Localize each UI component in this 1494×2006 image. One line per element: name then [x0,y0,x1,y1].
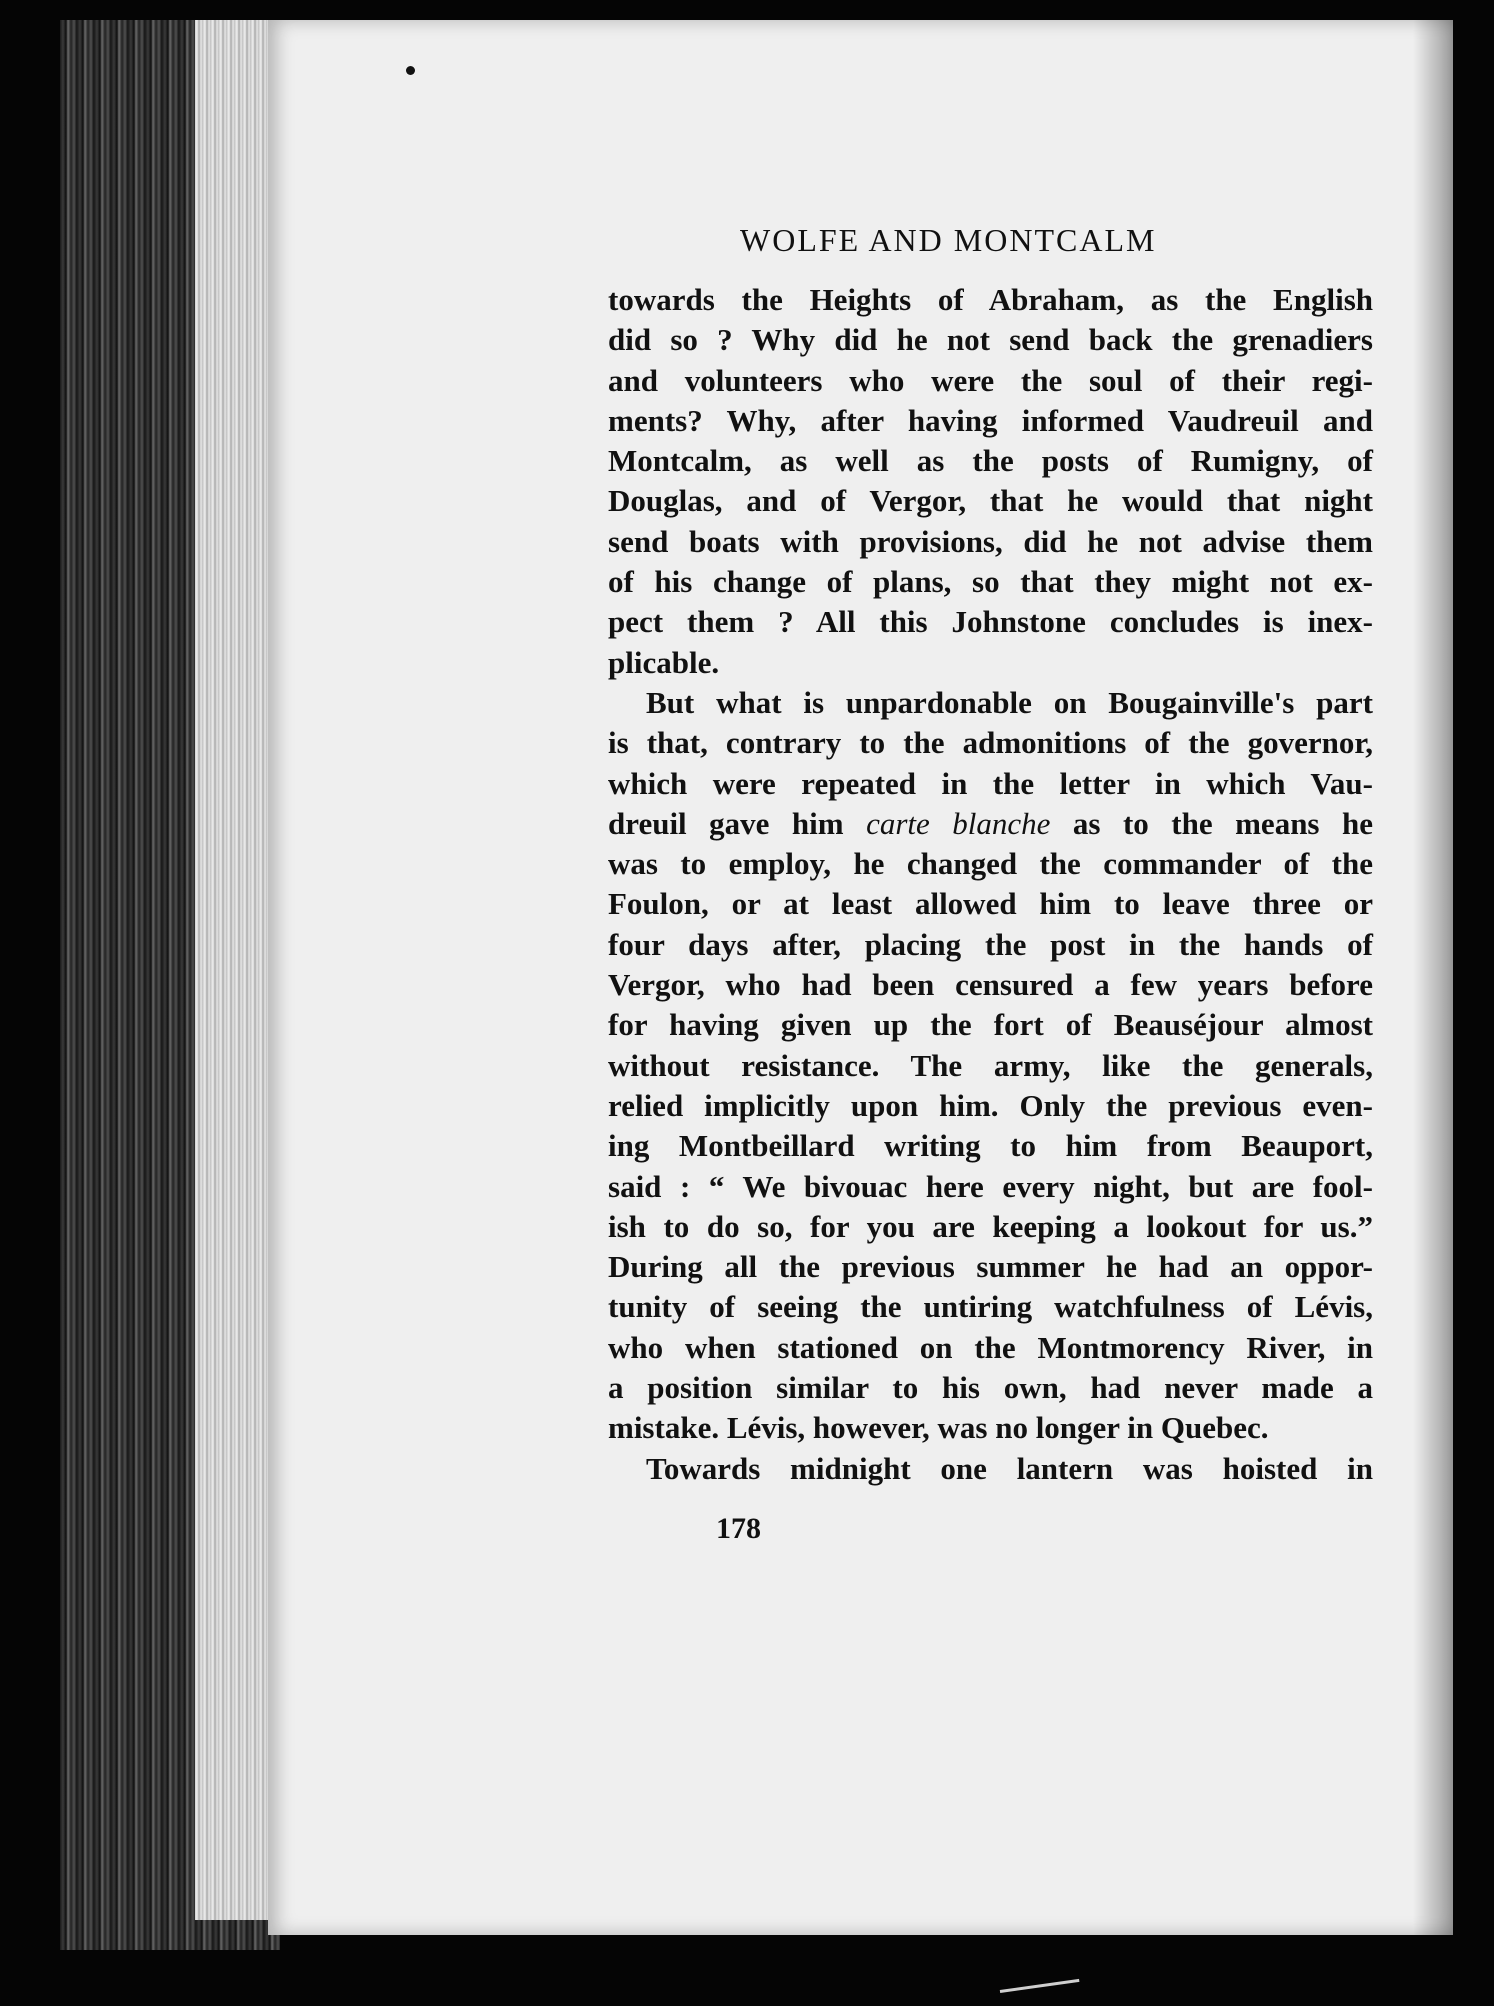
text-segment: dreuil gave him [608,805,867,841]
text-line: Foulon, or at least allowed him to leave three or [608,886,1373,922]
text-line: ing Montbeillard writing to him from Beauport, [608,1128,1373,1164]
text-line: said : “ We bivouac here every night, but are fool- [608,1168,1373,1204]
page-number: 178 [716,1512,761,1545]
text-line: four days after, placing the post in the hands of [608,926,1373,962]
text-line: did so ? Why did he not send back the grenadiers [608,322,1373,358]
running-head: WOLFE AND MONTCALM [740,222,1157,258]
text-line: But what is unpardonable on Bougainville's part [646,684,1373,720]
text-line: is that, contrary to the admonitions of the governor, [608,725,1373,761]
text-line: of his change of plans, so that they might not ex- [608,564,1373,600]
text-line: mistake. Lévis, however, was no longer in Quebec. [608,1410,1269,1446]
text-line: towards the Heights of Abraham, as the English [608,282,1373,317]
page-edges [195,20,275,1920]
text-line: During all the previous summer he had an oppor- [608,1249,1373,1285]
text-line: for having given up the fort of Beauséjour almost [608,1007,1373,1043]
text-line: ish to do so, for you are keeping a lookout for us.” [608,1208,1373,1244]
text-line: Montcalm, as well as the posts of Rumigny, of [608,443,1373,479]
text-line: was to employ, he changed the commander of the [608,846,1373,882]
text-line: without resistance. The army, like the generals, [608,1047,1373,1083]
text-line: relied implicitly upon him. Only the previous even- [608,1087,1373,1123]
scratch-mark [1000,1979,1080,1993]
italic-phrase: carte blanche [866,805,1051,841]
text-line: send boats with provisions, did he not advise them [608,523,1373,559]
text-line: tunity of seeing the untiring watchfulness of Lévis, [608,1289,1373,1325]
text-line: Douglas, and of Vergor, that he would that night [608,483,1373,519]
text-line: plicable. [608,644,720,680]
text-line [608,804,1373,844]
text-line: and volunteers who were the soul of their regi- [608,362,1373,398]
text-segment: as to the means he [1050,805,1373,841]
page-gutter-shadow [1413,20,1453,1935]
text-line: a position similar to his own, had never made a [608,1370,1373,1406]
text-line: who when stationed on the Montmorency River, in [608,1329,1373,1365]
text-line: pect them ? All this Johnstone concludes is inex- [608,604,1373,640]
text-line: Vergor, who had been censured a few years before [608,967,1373,1003]
text-line: which were repeated in the letter in which Vau- [608,765,1373,801]
ink-dot [406,66,415,75]
text-line: ments? Why, after having informed Vaudreuil and [608,402,1373,438]
body-text [608,280,1373,1489]
text-line: Towards midnight one lantern was hoisted in [646,1450,1373,1486]
